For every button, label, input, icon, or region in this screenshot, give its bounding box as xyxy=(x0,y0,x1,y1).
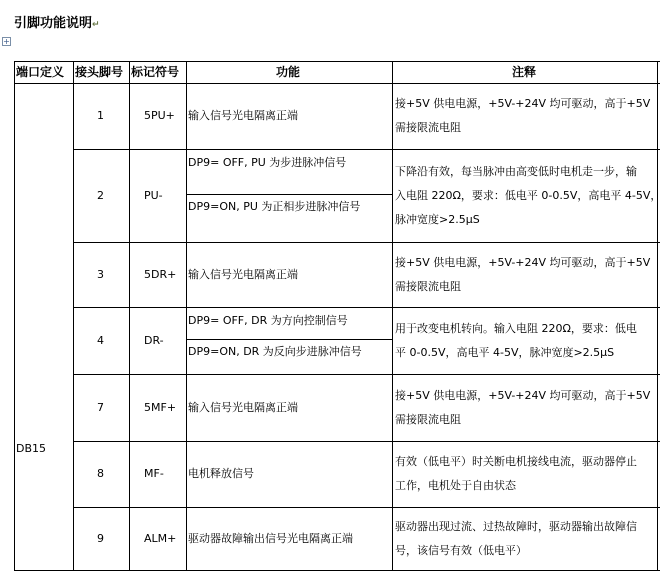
pin-number: 2 xyxy=(97,188,104,202)
note-text: 驱动器出现过流、过热故障时，驱动器输出故障信 xyxy=(395,520,637,533)
pin-symbol: 5PU+ xyxy=(144,109,175,122)
header-port: 端口定义 xyxy=(16,65,65,79)
pin-number: 9 xyxy=(97,532,104,545)
note-text: 需接限流电阻 xyxy=(395,279,461,293)
note-text: 号，该信号有效（低电平） xyxy=(395,544,527,557)
pin-function-table xyxy=(14,61,660,571)
note-text: 脉冲宽度>2.5μS xyxy=(395,212,480,226)
column-border xyxy=(73,61,74,571)
pin-number: 1 xyxy=(97,109,104,122)
column-border xyxy=(14,61,15,571)
note-text: 需接限流电阻 xyxy=(395,412,461,426)
function-text: DP9= OFF, DR 为方向控制信号 xyxy=(188,314,348,327)
column-border xyxy=(186,61,187,571)
function-text: 驱动器故障输出信号光电隔离正端 xyxy=(188,532,353,545)
row-border xyxy=(73,307,660,308)
function-split-border xyxy=(186,194,392,195)
function-text: DP9=ON, DR 为反向步进脉冲信号 xyxy=(188,345,362,358)
pin-symbol: PU- xyxy=(144,188,163,202)
note-text: 工作，电机处于自由状态 xyxy=(395,479,516,492)
row-border xyxy=(73,374,660,375)
row-border xyxy=(73,507,660,508)
column-border xyxy=(129,61,130,571)
function-split-border xyxy=(186,339,392,340)
pin-symbol: 5MF+ xyxy=(144,400,177,414)
header-symbol: 标记符号 xyxy=(131,65,180,79)
pin-number: 7 xyxy=(97,400,104,414)
section-heading: 引脚功能说明↵ xyxy=(14,16,100,31)
function-text: 输入信号光电隔离正端 xyxy=(188,267,298,281)
pin-symbol: DR- xyxy=(144,333,164,347)
table-top-border xyxy=(14,61,660,62)
function-text: 输入信号光电隔离正端 xyxy=(188,400,298,414)
pin-number: 3 xyxy=(97,267,104,281)
note-text: 用于改变电机转向。输入电阻 220Ω，要求：低电 xyxy=(395,321,637,335)
column-border xyxy=(392,61,393,571)
note-text: 下降沿有效，每当脉冲由高变低时电机走一步，输 xyxy=(395,164,637,178)
note-text: 入电阻 220Ω，要求：低电平 0-0.5V，高电平 4-5V， xyxy=(395,188,662,202)
note-text: 平 0-0.5V，高电平 4-5V，脉冲宽度>2.5μS xyxy=(395,345,615,359)
function-text: DP9=ON, PU 为正相步进脉冲信号 xyxy=(188,200,361,213)
pin-symbol: MF- xyxy=(144,467,164,480)
note-text: 有效（低电平）时关断电机接线电流，驱动器停止 xyxy=(395,455,637,468)
pin-number: 8 xyxy=(97,467,104,480)
function-text: 输入信号光电隔离正端 xyxy=(188,109,298,122)
pin-symbol: ALM+ xyxy=(144,532,177,545)
note-text: 接+5V 供电电源，+5V-+24V 均可驱动，高于+5V xyxy=(395,388,651,402)
table-move-handle-icon[interactable]: + xyxy=(3,37,10,46)
header-function: 功能 xyxy=(276,65,301,79)
note-text: 接+5V 供电电源，+5V-+24V 均可驱动，高于+5V xyxy=(395,255,651,269)
header-pin: 接头脚号 xyxy=(75,65,124,79)
pin-number: 4 xyxy=(97,333,104,347)
function-text: DP9= OFF, PU 为步进脉冲信号 xyxy=(188,156,347,169)
function-text: 电机释放信号 xyxy=(188,467,254,480)
row-border xyxy=(73,149,660,150)
row-border xyxy=(73,242,660,243)
port-name: DB15 xyxy=(16,442,47,455)
pin-symbol: 5DR+ xyxy=(144,267,177,281)
row-border xyxy=(73,441,660,442)
column-border xyxy=(657,61,658,571)
note-text: 需接限流电阻 xyxy=(395,121,461,134)
header-note: 注释 xyxy=(512,65,537,79)
header-bottom-border xyxy=(14,83,660,84)
note-text: 接+5V 供电电源，+5V-+24V 均可驱动，高于+5V xyxy=(395,97,651,110)
